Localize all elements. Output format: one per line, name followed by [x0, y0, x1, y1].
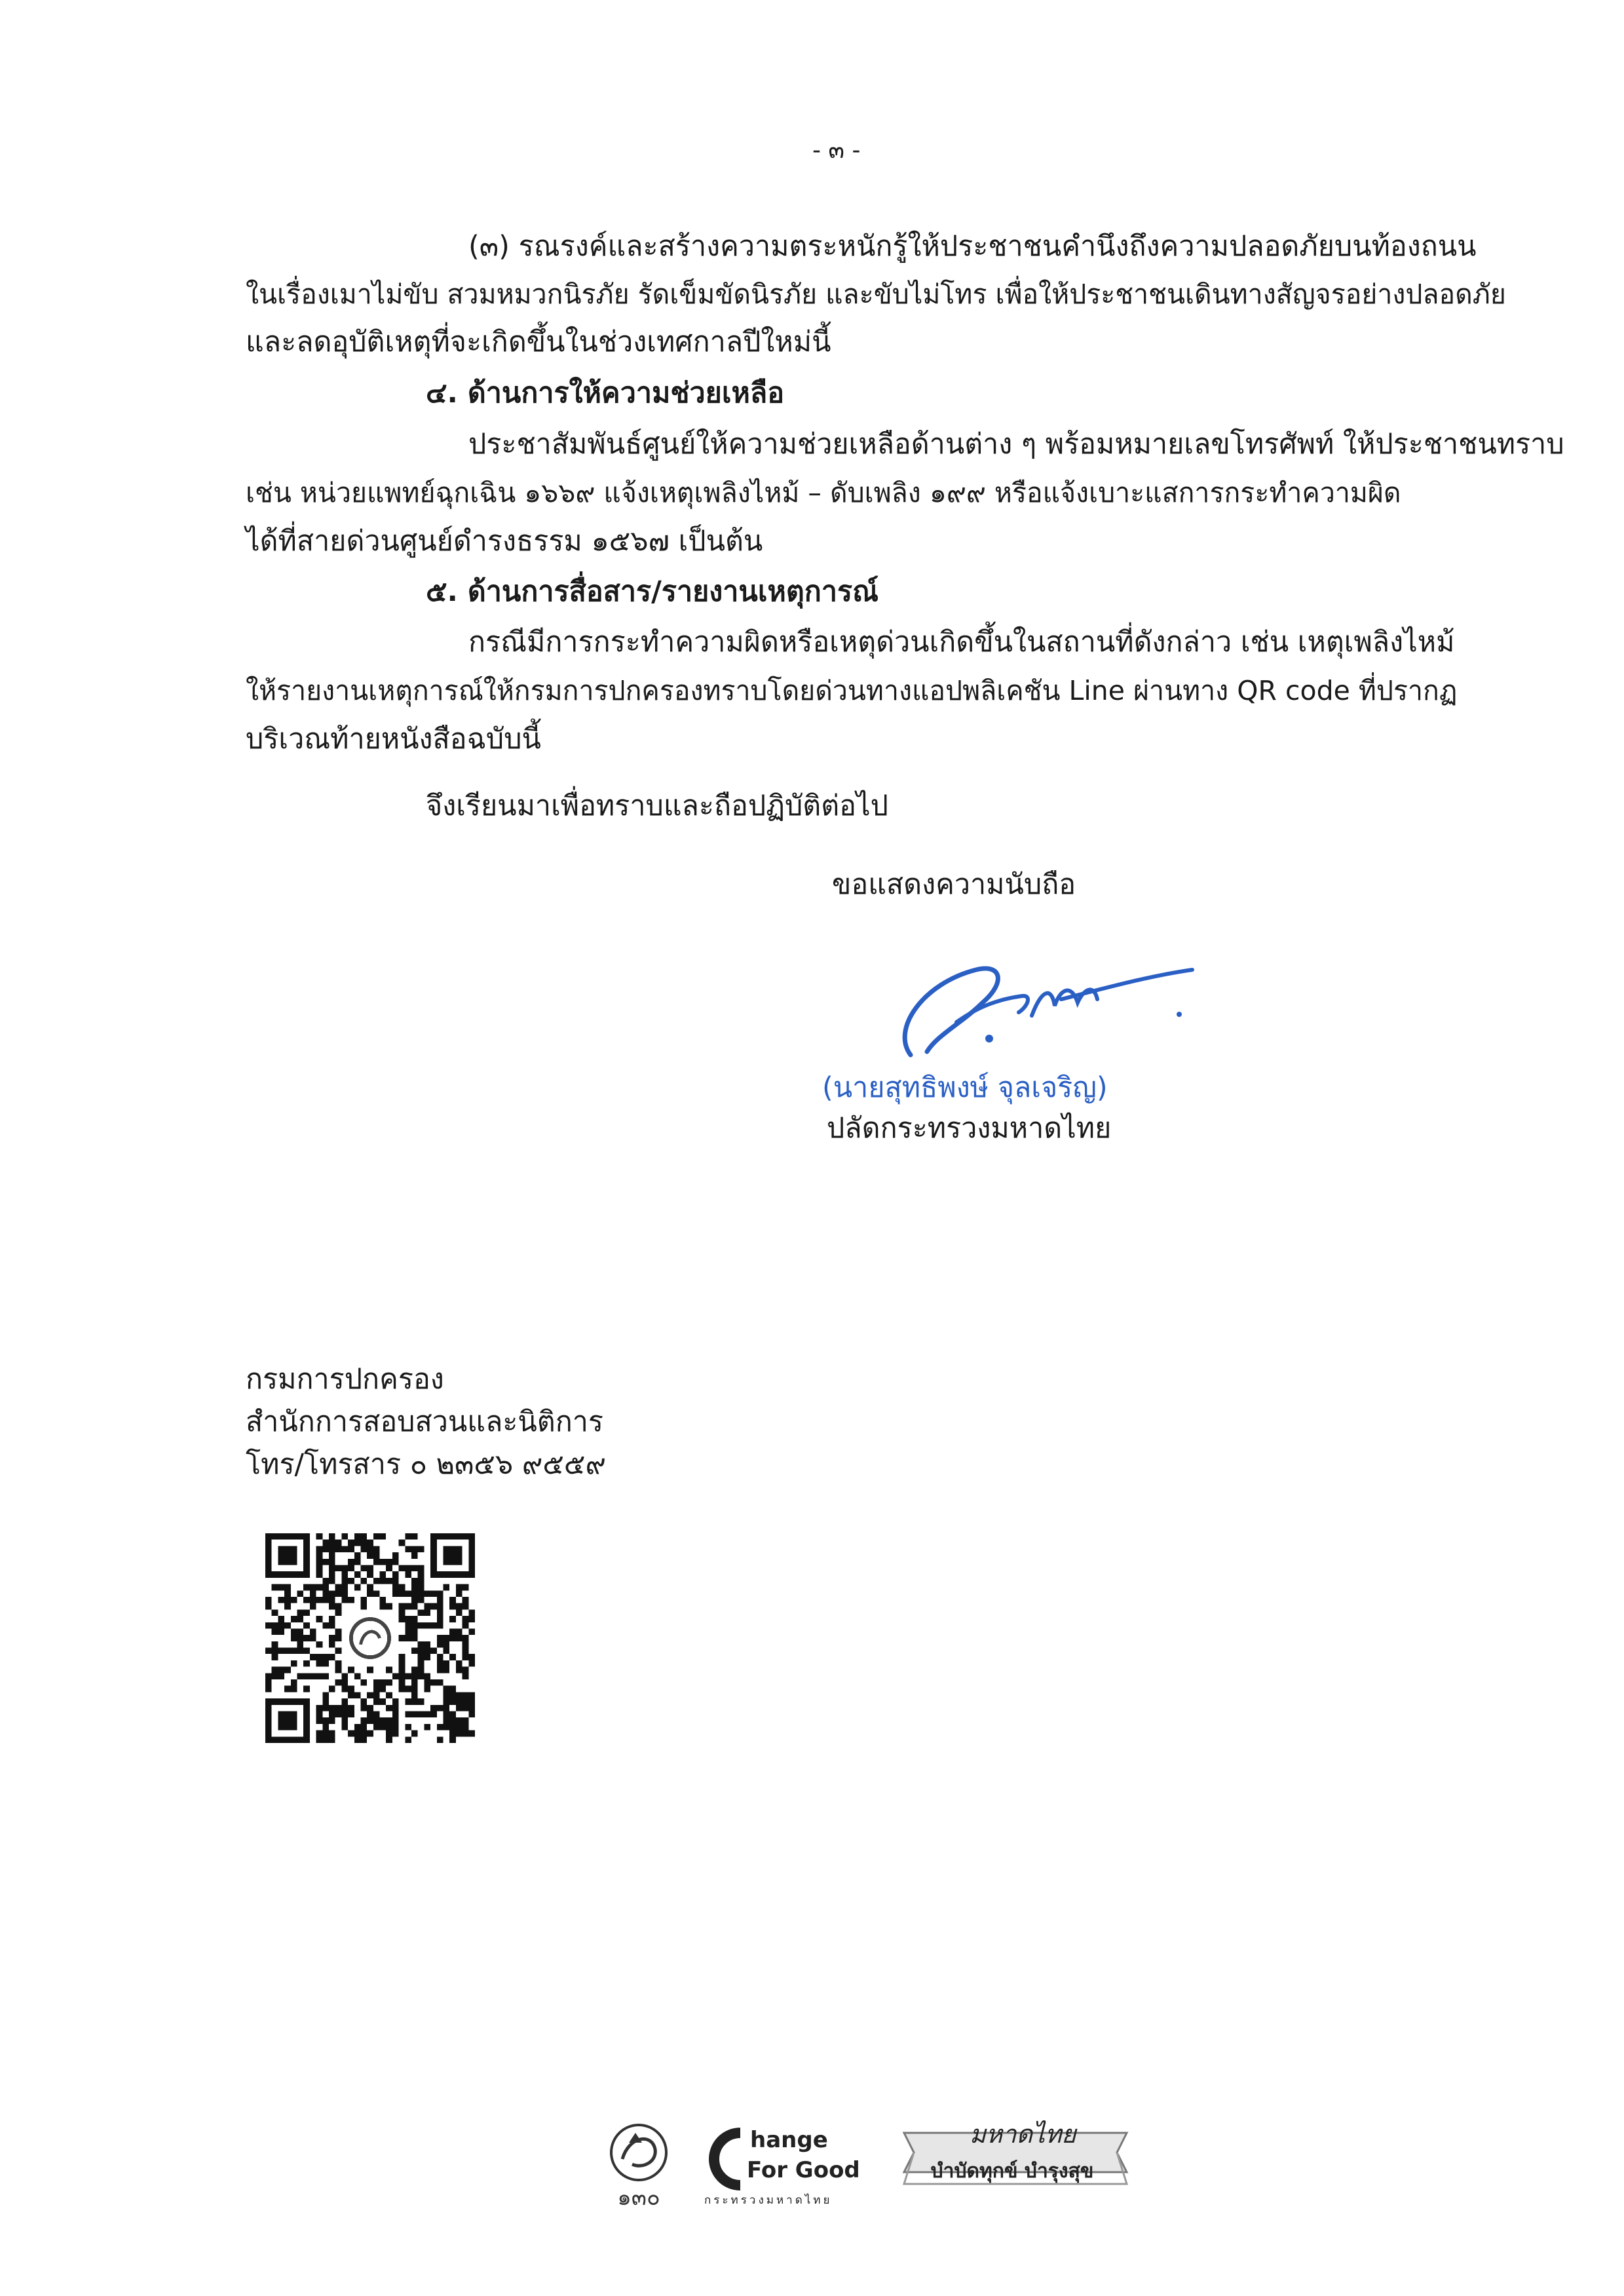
footer-logos — [593, 2107, 1143, 2225]
section4-line-3: ได้ที่สายด่วนศูนย์ดำรงธรรม ๑๕๖๗ เป็นต้น — [246, 525, 763, 558]
section4-line-1: ประชาสัมพันธ์ศูนย์ให้ความช่วยเหลือด้านต่าง ๆ พร้อมหมายเลขโทรศัพท์ ให้ประชาชนทราบ — [468, 428, 1564, 461]
qr-center-emblem-icon — [348, 1616, 392, 1660]
anniversary-130-logo — [611, 2125, 666, 2211]
banner-logo-slogan: บำบัดทุกข์ บำรุงสุข — [930, 2160, 1094, 2183]
section5-line-3: บริเวณท้ายหนังสือฉบับนี้ — [246, 723, 541, 756]
section4-heading: ๔. ด้านการให้ความช่วยเหลือ — [426, 377, 785, 410]
closing-request: จึงเรียนมาเพื่อทราบและถือปฏิบัติต่อไป — [426, 790, 888, 822]
item3-line-1: (๓) รณรงค์และสร้างความตระหนักรู้ให้ประชาชนคำนึงถึงความปลอดภัยบนท้องถนน — [468, 230, 1477, 263]
anniversary-logo-text: ๑๓๐ — [617, 2185, 660, 2211]
salutation: ขอแสดงความนับถือ — [832, 868, 1076, 901]
page-number: - ๓ - — [812, 137, 861, 164]
section5-line-1: กรณีมีการกระทำความผิดหรือเหตุด่วนเกิดขึ้นในสถานที่ดังกล่าว เช่น เหตุเพลิงไหม้ — [468, 626, 1455, 659]
contact-department: กรมการปกครอง — [246, 1363, 444, 1396]
section5-line-2: ให้รายงานเหตุการณ์ให้กรมการปกครองทราบโดยด่วนทางแอปพลิเคชัน Line ผ่านทาง QR code ที่ปรากฏ — [246, 675, 1458, 706]
contact-office: สำนักการสอบสวนและนิติการ — [246, 1406, 604, 1438]
change-logo-word: hange — [750, 2127, 828, 2153]
qr-finder-top-left — [265, 1533, 310, 1578]
signer-name: (นายสุทธิพงษ์ จุลเจริญ) — [822, 1071, 1108, 1104]
qr-finder-bottom-left — [265, 1698, 310, 1743]
handwritten-signature — [865, 944, 1205, 1081]
section4-line-2: เช่น หน่วยแพทย์ฉุกเฉิน ๑๖๖๙ แจ้งเหตุเพลิงไหม้ – ดับเพลิง ๑๙๙ หรือแจ้งเบาะแสการกระทำความผิด — [246, 477, 1401, 508]
contact-phone: โทร/โทรสาร ๐ ๒๓๕๖ ๙๕๕๙ — [246, 1448, 606, 1481]
change-for-good-logo — [704, 2127, 860, 2207]
qr-finder-top-right — [430, 1533, 475, 1578]
qr-code[interactable] — [265, 1533, 475, 1743]
item3-line-3: และลดอุบัติเหตุที่จะเกิดขึ้นในช่วงเทศกาลปีใหม่นี้ — [246, 326, 831, 358]
item3-line-2: ในเรื่องเมาไม่ขับ สวมหมวกนิรภัย รัดเข็มขัดนิรภัย และขับไม่โทร เพื่อให้ประชาชนเดินทางสัญจรอย่างปลอดภัย — [246, 278, 1506, 310]
section5-heading: ๕. ด้านการสื่อสาร/รายงานเหตุการณ์ — [426, 575, 878, 608]
for-good-logo-word: For Good — [747, 2157, 860, 2183]
banner-logo-script: มหาดไทย — [970, 2120, 1076, 2149]
mahadthai-banner-logo — [904, 2120, 1127, 2184]
signer-position: ปลัดกระทรวงมหาดไทย — [827, 1112, 1112, 1145]
change-logo-ministry: กระทรวงมหาดไทย — [704, 2194, 833, 2207]
